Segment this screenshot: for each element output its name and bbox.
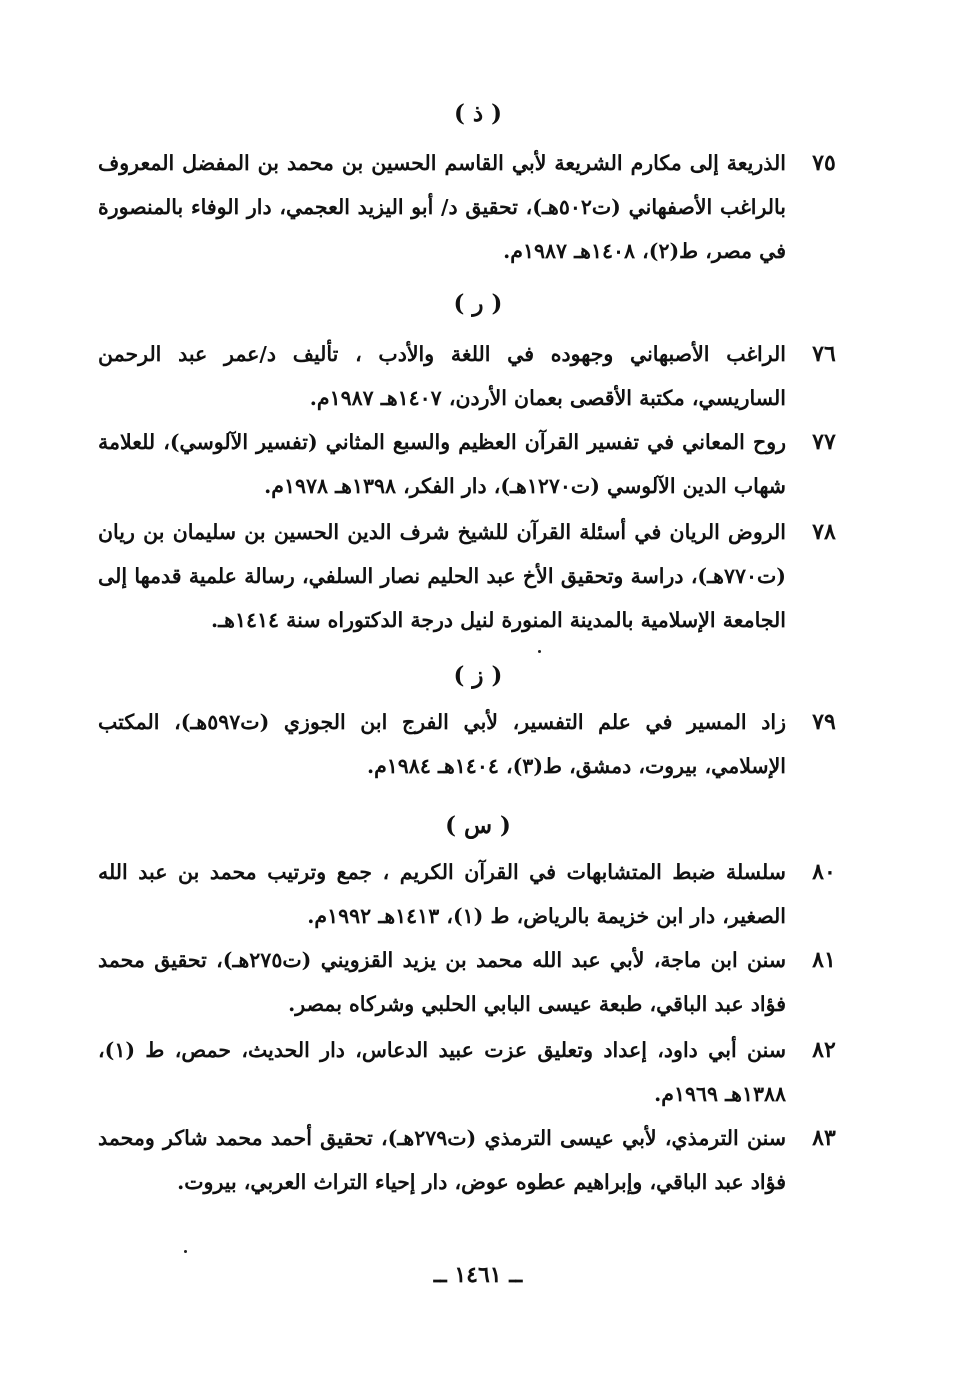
entry-number: ٨٠ <box>812 859 836 885</box>
entry-number: ٨١ <box>812 947 836 973</box>
section-heading-zay: ( ز ) <box>453 662 503 689</box>
bibliography-entry: سنن ابن ماجة، لأبي عبد الله محمد بن يزيد القزويني (ت٢٧٥هـ)، تحقيق محمد فؤاد عبد الباقي، طبعة عيسى البابي الحلبي وشركاه بمصر. <box>98 948 786 1016</box>
bibliography-entry: الذريعة إلى مكارم الشريعة لأبي القاسم الحسين بن محمد بن المفضل المعروف بالراغب الأصفهاني (ت٥٠٢هـ)، تحقيق د/ أبو اليزيد العجمي، دار الوفاء بالمنصورة في مصر، ط(٢)، ١٤٠٨هـ ١٩٨٧م. <box>98 151 787 263</box>
bibliography-entry: سنن الترمذي، لأبي عيسى الترمذي (ت٢٧٩هـ)، تحقيق أحمد محمد شاكر ومحمد فؤاد عبد الباقي، وإبراهيم عطوه عوض، دار إحياء التراث العربي، بيروت. <box>98 1126 787 1194</box>
entry-number: ٧٨ <box>812 519 836 545</box>
scan-speck <box>538 650 541 653</box>
bibliography-entry: سنن أبي داود، إعداد وتعليق عزت عبيد الدعاس، دار الحديث، حمص، ط (١)، ١٣٨٨هـ ١٩٦٩م. <box>98 1038 786 1106</box>
entry-number: ٨٢ <box>812 1037 836 1063</box>
bibliography-entry: الروض الريان في أسئلة القرآن للشيخ شرف الدين الحسين بن سليمان بن ريان (ت٧٧٠هـ)، دراسة وتحقيق الأخ عبد الحليم نصار السلفي، رسالة علمية قدمها إلى الجامعة الإسلامية بالمدينة المنورة لنيل درجة الدكتوراه سنة ١٤١٤هـ. <box>98 520 786 632</box>
section-heading-dhal: ( ذ ) <box>453 100 503 127</box>
entry-number: ٧٦ <box>812 341 836 367</box>
page-number: ــ ١٤٦١ ــ <box>433 1262 523 1288</box>
bibliography-entry: روح المعاني في تفسير القرآن العظيم والسبع المثاني (تفسير الآلوسي)، للعلامة شهاب الدين الآلوسي (ت١٢٧٠هـ)، دار الفكر، ١٣٩٨هـ ١٩٧٨م. <box>98 430 786 498</box>
entry-number: ٧٩ <box>812 709 836 735</box>
entry-number: ٨٣ <box>812 1125 836 1151</box>
bibliography-entry: سلسلة ضبط المتشابهات في القرآن الكريم ، جمع وترتيب محمد بن عبد الله الصغير، دار ابن خزيمة بالرياض، ط (١)، ١٤١٣هـ ١٩٩٢م. <box>98 860 786 928</box>
entry-number: ٧٥ <box>812 150 836 176</box>
bibliography-entry: زاد المسير في علم التفسير، لأبي الفرج ابن الجوزي (ت٥٩٧هـ)، المكتب الإسلامي، بيروت، دمشق، ط(٣)، ١٤٠٤هـ ١٩٨٤م. <box>98 710 787 778</box>
entry-number: ٧٧ <box>812 429 836 455</box>
bibliography-entry: الراغب الأصبهاني وجهوده في اللغة والأدب ، تأليف د/عمر عبد الرحمن الساريسي، مكتبة الأقصى بعمان الأردن، ١٤٠٧هـ ١٩٨٧م. <box>98 342 786 410</box>
section-heading-ra: ( ر ) <box>453 290 503 317</box>
section-heading-sin: ( س ) <box>445 812 511 839</box>
scan-speck <box>184 1250 187 1253</box>
